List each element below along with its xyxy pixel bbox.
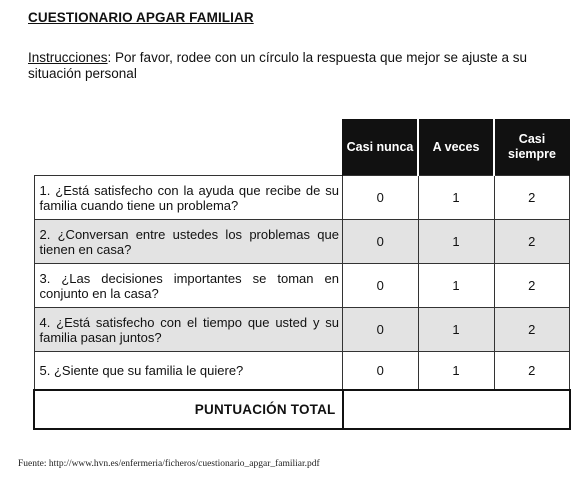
answer-option[interactable]: 1 [418,220,494,264]
table-row [34,220,570,264]
question-cell: 2. ¿Conversan entre ustedes los problemas que tienen en casa? [34,220,343,264]
answer-option[interactable]: 0 [343,220,419,264]
answer-option[interactable]: 2 [494,352,570,391]
table-row [34,176,570,220]
instructions-text: : Por favor, rodee con un círculo la respuesta que mejor se ajuste a su situación personal [28,50,528,81]
answer-option[interactable]: 2 [494,220,570,264]
question-cell: 4. ¿Está satisfecho con el tiempo que usted y su familia pasan juntos? [34,308,343,352]
table-row [34,352,570,391]
apgar-table [33,119,571,430]
header-casi-siempre: Casi siempre [494,119,570,176]
total-label: PUNTUACIÓN TOTAL [34,390,343,429]
answer-option[interactable]: 0 [343,176,419,220]
total-row [34,390,570,429]
answer-option[interactable]: 2 [494,308,570,352]
answer-option[interactable]: 1 [418,176,494,220]
document-title: CUESTIONARIO APGAR FAMILIAR [28,10,254,25]
source-citation: Fuente: http://www.hvn.es/enfermeria/ficheros/cuestionario_apgar_familiar.pdf [18,459,320,469]
table-row [34,264,570,308]
answer-option[interactable]: 0 [343,264,419,308]
header-row [34,119,570,176]
total-score-field[interactable] [343,390,570,429]
instructions [28,50,563,82]
answer-option[interactable]: 1 [418,308,494,352]
answer-option[interactable]: 0 [343,308,419,352]
answer-option[interactable]: 1 [418,352,494,391]
header-casi-nunca: Casi nunca [343,119,419,176]
answer-option[interactable]: 1 [418,264,494,308]
answer-option[interactable]: 0 [343,352,419,391]
header-empty-cell [34,119,343,176]
header-a-veces: A veces [418,119,494,176]
question-cell: 5. ¿Siente que su familia le quiere? [34,352,343,391]
table-row [34,308,570,352]
answer-option[interactable]: 2 [494,176,570,220]
question-cell: 1. ¿Está satisfecho con la ayuda que recibe de su familia cuando tiene un problema? [34,176,343,220]
instructions-lead: Instrucciones [28,50,108,65]
answer-option[interactable]: 2 [494,264,570,308]
question-cell: 3. ¿Las decisiones importantes se toman en conjunto en la casa? [34,264,343,308]
